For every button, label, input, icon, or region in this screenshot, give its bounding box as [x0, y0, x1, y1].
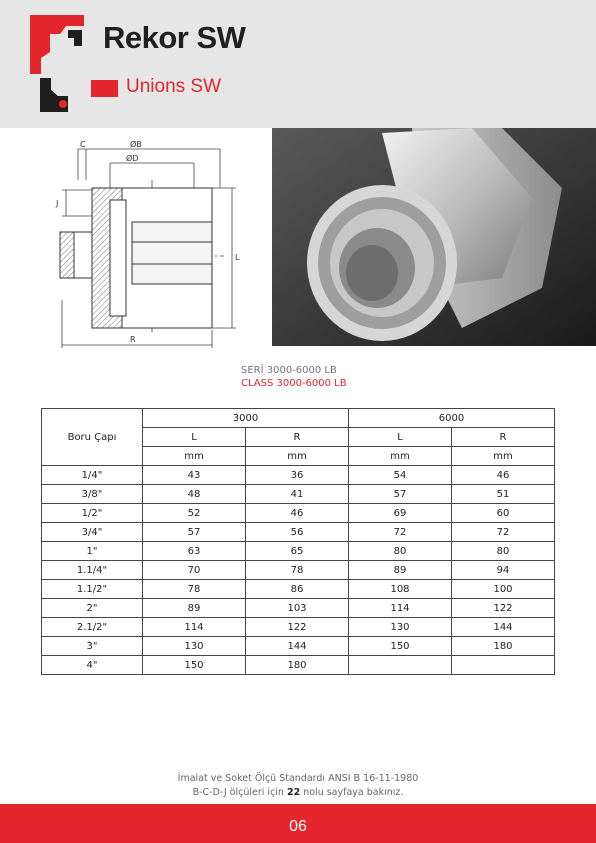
- pipe-size-cell: 1/2": [42, 504, 143, 523]
- pipe-size-cell: 1/4": [42, 466, 143, 485]
- product-photo: [272, 128, 596, 346]
- footnote-line1: İmalat ve Soket Ölçü Standardı ANSI B 16-11-1980: [177, 773, 419, 784]
- dimension-cell: 144: [452, 618, 555, 637]
- unit-cell: mm: [246, 447, 349, 466]
- dimension-cell: 69: [349, 504, 452, 523]
- dimension-cell: 43: [143, 466, 246, 485]
- table-row: [42, 637, 555, 656]
- technical-drawing: [52, 140, 252, 355]
- table-row: [42, 599, 555, 618]
- dimension-cell: 86: [246, 580, 349, 599]
- dimension-cell: 150: [143, 656, 246, 675]
- dimension-cell: 80: [349, 542, 452, 561]
- dimension-cell: 100: [452, 580, 555, 599]
- pipe-size-cell: 1.1/2": [42, 580, 143, 599]
- table-row: [42, 656, 555, 675]
- dimension-cell: 89: [349, 561, 452, 580]
- dimension-cell: 78: [143, 580, 246, 599]
- pipe-size-cell: 2": [42, 599, 143, 618]
- series-line: SERİ 3000-6000 LB: [241, 365, 337, 376]
- group-header-6000: 6000: [349, 409, 555, 428]
- dimension-cell: 180: [246, 656, 349, 675]
- dim-label-r: R: [130, 335, 136, 344]
- table-row: [42, 580, 555, 599]
- footnote-page-ref: 22: [286, 787, 301, 798]
- dimension-cell: 60: [452, 504, 555, 523]
- table-row: [42, 466, 555, 485]
- dimension-cell: 36: [246, 466, 349, 485]
- subtitle-accent-bar: [91, 80, 118, 97]
- col-header: R: [452, 428, 555, 447]
- table-row: [42, 485, 555, 504]
- dimension-cell: 54: [349, 466, 452, 485]
- dimension-cell: 51: [452, 485, 555, 504]
- page-subtitle: Unions SW: [126, 76, 222, 97]
- page-title: Rekor SW: [103, 20, 246, 55]
- dimension-cell: 57: [143, 523, 246, 542]
- dimension-cell: 94: [452, 561, 555, 580]
- pressure-class-label: [241, 364, 347, 390]
- pipe-size-cell: 3/8": [42, 485, 143, 504]
- table-row: [42, 542, 555, 561]
- dimension-cell: 114: [349, 599, 452, 618]
- unit-cell: mm: [349, 447, 452, 466]
- pipe-size-cell: 1.1/4": [42, 561, 143, 580]
- footnote-line2-post: nolu sayfaya bakınız.: [300, 787, 404, 798]
- dimension-cell: 72: [452, 523, 555, 542]
- dimension-cell: 150: [349, 637, 452, 656]
- dimension-cell: 65: [246, 542, 349, 561]
- pipe-size-cell: 4": [42, 656, 143, 675]
- page-number: 06: [289, 818, 307, 835]
- dim-label-j: J: [56, 199, 59, 208]
- pipe-size-cell: 3": [42, 637, 143, 656]
- col-header: R: [246, 428, 349, 447]
- dimension-cell: 130: [349, 618, 452, 637]
- dimension-cell: 41: [246, 485, 349, 504]
- table-header-row: [42, 409, 555, 428]
- dimension-cell: 46: [452, 466, 555, 485]
- dimension-cell: [452, 656, 555, 675]
- boru-header: Boru Çapı: [42, 409, 143, 466]
- dimension-cell: 48: [143, 485, 246, 504]
- dimension-cell: 70: [143, 561, 246, 580]
- unit-cell: mm: [452, 447, 555, 466]
- dimension-cell: 114: [143, 618, 246, 637]
- pipe-size-cell: 1": [42, 542, 143, 561]
- table-row: [42, 618, 555, 637]
- pipe-size-cell: 2.1/2": [42, 618, 143, 637]
- dimension-cell: 80: [452, 542, 555, 561]
- footnote-line2: [0, 786, 596, 800]
- col-header: L: [349, 428, 452, 447]
- table-row: [42, 504, 555, 523]
- page-header: [0, 0, 596, 128]
- dimension-cell: 108: [349, 580, 452, 599]
- dimension-cell: 144: [246, 637, 349, 656]
- group-header-3000: 3000: [143, 409, 349, 428]
- dimension-cell: 56: [246, 523, 349, 542]
- dimension-cell: 122: [246, 618, 349, 637]
- dimension-cell: 72: [349, 523, 452, 542]
- footnote-line2-pre: B-C-D-J ölçüleri için: [192, 787, 287, 798]
- dim-label-d: ØD: [126, 154, 139, 163]
- dimension-cell: 103: [246, 599, 349, 618]
- dimensions-table: [41, 408, 555, 675]
- dim-label-c: C: [80, 140, 86, 149]
- dimension-cell: 130: [143, 637, 246, 656]
- dimension-cell: [349, 656, 452, 675]
- dimension-cell: 78: [246, 561, 349, 580]
- dimension-cell: 63: [143, 542, 246, 561]
- unit-cell: mm: [143, 447, 246, 466]
- dimension-cell: 180: [452, 637, 555, 656]
- table-row: [42, 523, 555, 542]
- col-header: L: [143, 428, 246, 447]
- company-logo: [28, 12, 90, 114]
- pipe-size-cell: 3/4": [42, 523, 143, 542]
- dim-label-l: L: [235, 253, 240, 262]
- dimension-cell: 122: [452, 599, 555, 618]
- dimension-cell: 89: [143, 599, 246, 618]
- dimension-cell: 46: [246, 504, 349, 523]
- dim-label-b: ØB: [130, 140, 142, 149]
- dimension-cell: 52: [143, 504, 246, 523]
- class-line: CLASS 3000-6000 LB: [241, 378, 347, 389]
- table-row: [42, 561, 555, 580]
- dimension-cell: 57: [349, 485, 452, 504]
- footnote: [0, 772, 596, 800]
